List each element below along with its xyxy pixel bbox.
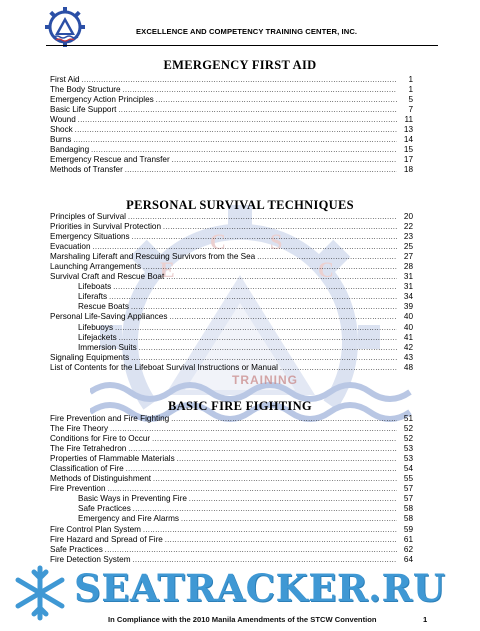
toc-list-basic-fire-fighting bbox=[50, 414, 413, 565]
toc-entry[interactable]: Basic Life Support ..... 7 bbox=[50, 105, 413, 115]
toc-entry[interactable]: Classification of Fire ..... 54 bbox=[50, 464, 413, 474]
toc-entry[interactable]: Emergency Situations ..... 23 bbox=[50, 232, 413, 242]
watermark-letter: E bbox=[160, 257, 175, 282]
toc-list-personal-survival bbox=[50, 212, 413, 373]
toc-entry[interactable]: Immersion Suits ..... 42 bbox=[50, 343, 413, 353]
toc-list-emergency-first-aid bbox=[50, 75, 413, 175]
toc-entry[interactable]: The Fire Tetrahedron ..... 53 bbox=[50, 444, 413, 454]
toc-entry[interactable]: Marshaling Liferaft and Rescuing Survivors from the Sea ..... 27 bbox=[50, 252, 413, 262]
toc-entry[interactable]: Liferafts ..... 34 bbox=[50, 292, 413, 302]
toc-entry[interactable]: Shock ..... 13 bbox=[50, 125, 413, 135]
toc-entry[interactable]: Lifebuoys ..... 40 bbox=[50, 323, 413, 333]
toc-entry[interactable]: Fire Detection System ..... 64 bbox=[50, 555, 413, 565]
section-title-personal-survival-techniques: PERSONAL SURVIVAL TECHNIQUES bbox=[126, 198, 354, 212]
toc-entry[interactable]: Fire Hazard and Spread of Fire ..... 61 bbox=[50, 535, 413, 545]
section-title-emergency-first-aid: EMERGENCY FIRST AID bbox=[163, 58, 317, 72]
toc-entry[interactable]: The Fire Theory ..... 52 bbox=[50, 424, 413, 434]
toc-entry[interactable]: Conditions for Fire to Occur ..... 52 bbox=[50, 434, 413, 444]
page-header bbox=[0, 0, 480, 50]
toc-entry[interactable]: Survival Craft and Rescue Boat ..... 31 bbox=[50, 272, 413, 282]
organization-name: EXCELLENCE AND COMPETENCY TRAINING CENTER, INC. bbox=[136, 27, 358, 36]
toc-entry[interactable]: Wound ..... 11 bbox=[50, 115, 413, 125]
toc-entry[interactable]: Launching Arrangements ..... 28 bbox=[50, 262, 413, 272]
toc-entry[interactable]: Emergency Action Principles ..... 5 bbox=[50, 95, 413, 105]
toc-entry[interactable]: List of Contents for the Lifeboat Survival Instructions or Manual ..... 48 bbox=[50, 363, 413, 373]
toc-entry[interactable]: Evacuation ..... 25 bbox=[50, 242, 413, 252]
toc-entry[interactable]: Personal Life-Saving Appliances ..... 40 bbox=[50, 312, 413, 322]
toc-entry[interactable]: Signaling Equipments ..... 43 bbox=[50, 353, 413, 363]
snowflake-icon bbox=[8, 564, 72, 622]
toc-entry[interactable]: Fire Control Plan System ..... 59 bbox=[50, 525, 413, 535]
toc-entry[interactable]: Lifejackets ..... 41 bbox=[50, 333, 413, 343]
toc-entry[interactable]: Bandaging ..... 15 bbox=[50, 145, 413, 155]
brand-watermark-text: SEATRACKER.RU bbox=[74, 566, 446, 610]
toc-entry[interactable]: Properties of Flammable Materials ..... 53 bbox=[50, 454, 413, 464]
watermark-text: TRAINING bbox=[232, 373, 298, 387]
toc-entry[interactable]: Principles of Survival ..... 20 bbox=[50, 212, 413, 222]
header-divider bbox=[46, 45, 438, 46]
watermark-letter: S bbox=[270, 229, 283, 254]
watermark-letter: C bbox=[210, 229, 226, 254]
toc-entry[interactable]: Methods of Distinguishment ..... 55 bbox=[50, 474, 413, 484]
toc-entry[interactable]: First Aid ..... 1 bbox=[50, 75, 413, 85]
toc-entry[interactable]: Priorities in Survival Protection ..... 22 bbox=[50, 222, 413, 232]
toc-entry[interactable]: Methods of Transfer ..... 18 bbox=[50, 165, 413, 175]
toc-entry[interactable]: The Body Structure ..... 1 bbox=[50, 85, 413, 95]
toc-entry[interactable]: Rescue Boats ..... 39 bbox=[50, 302, 413, 312]
toc-entry[interactable]: Fire Prevention and Fire Fighting ..... 51 bbox=[50, 414, 413, 424]
section-title-basic-fire-fighting: BASIC FIRE FIGHTING bbox=[168, 399, 312, 413]
toc-entry[interactable]: Fire Prevention ..... 57 bbox=[50, 484, 413, 494]
ecsc-gear-logo-icon bbox=[44, 6, 86, 48]
watermark-letter: C bbox=[318, 257, 334, 282]
toc-entry[interactable]: Safe Practices ..... 62 bbox=[50, 545, 413, 555]
toc-entry[interactable]: Safe Practices ..... 58 bbox=[50, 504, 413, 514]
page-number: 1 bbox=[423, 615, 428, 624]
toc-entry[interactable]: Emergency Rescue and Transfer ..... 17 bbox=[50, 155, 413, 165]
toc-entry[interactable]: Emergency and Fire Alarms ..... 58 bbox=[50, 514, 413, 524]
toc-entry[interactable]: Lifeboats ..... 31 bbox=[50, 282, 413, 292]
compliance-footer: In Compliance with the 2010 Manila Amendments of the STCW Convention bbox=[108, 615, 377, 624]
toc-entry[interactable]: Burns ..... 14 bbox=[50, 135, 413, 145]
toc-entry[interactable]: Basic Ways in Preventing Fire ..... 57 bbox=[50, 494, 413, 504]
